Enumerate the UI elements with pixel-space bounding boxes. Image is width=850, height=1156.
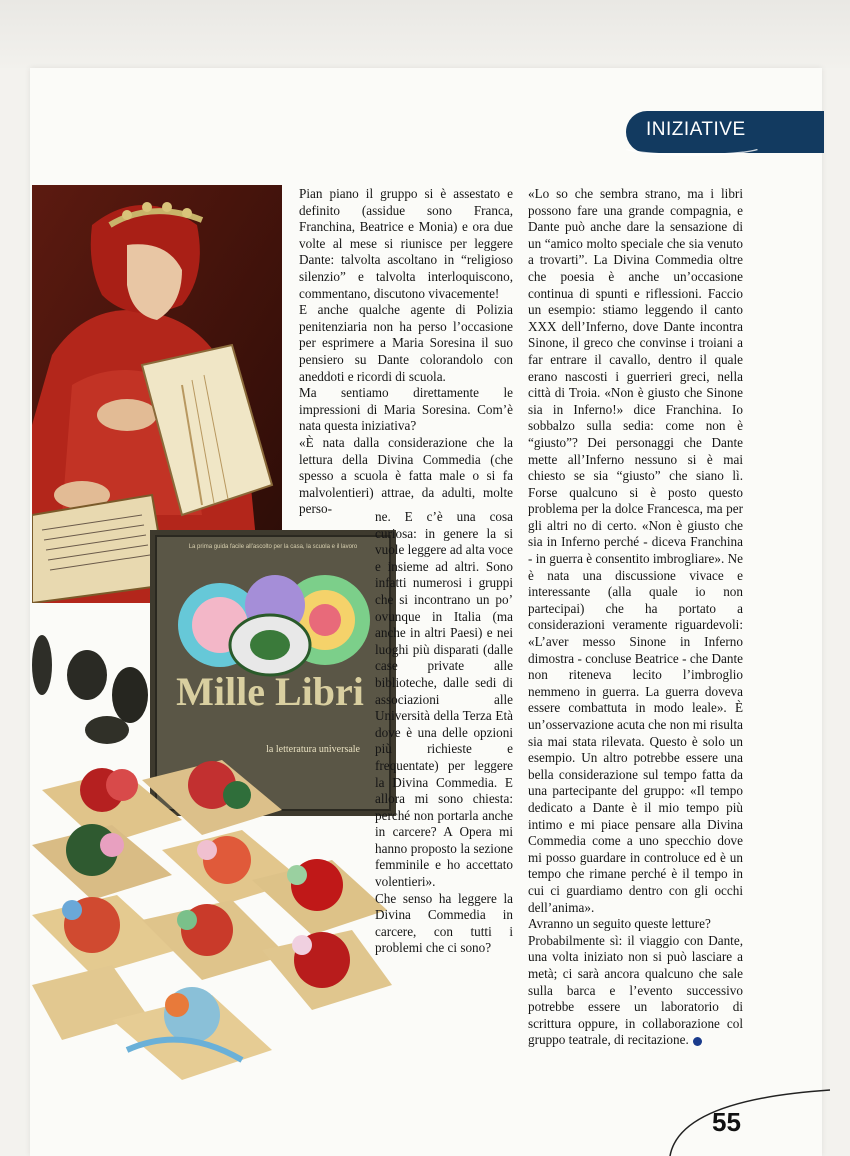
col1b-para-2: Che senso ha leggere la Divina Commedia in carcere, con tutti i problemi che ci sono? (375, 890, 513, 956)
section-label: INIZIATIVE (646, 119, 746, 140)
article-column-1-narrow (375, 509, 513, 957)
article-column-2 (528, 186, 743, 1049)
decor-stones (32, 620, 152, 750)
col1-para-1: Pian piano il gruppo si è assestato e definito (assidue sono Franca, Franchina, Beatrice e Monia) e ora due volte al mese si riunisce per leggere Dante: talvolta ascoltano in “religioso silenzio” e talvolta interloquiscono, commentano, discutono vivacemente! (299, 186, 513, 301)
page-number: 55 (712, 1107, 741, 1137)
col2-para-3 (528, 933, 743, 1049)
col1-para-4: «È nata dalla considerazione che la lettura della Divina Commedia (che spesso a scuola è fatta male o si fa malvolentieri) attrae, da adulti, molte perso- (299, 434, 513, 517)
footer-swoosh (660, 1080, 840, 1156)
col1-para-3: Ma sentiamo direttamente le impressioni di Maria Soresina. Com’è nata questa iniziativa? (299, 385, 513, 434)
book-subtitle: la letteratura universale (266, 744, 360, 755)
col1-para-2: E anche qualche agente di Polizia penitenziaria non ha perso l’occasione per esprimere a Maria Soresina il suo pensiero su Dante colorandolo con aneddoti e ricordi di scuola. (299, 302, 513, 384)
col2-para-1: «Lo so che sembra strano, ma i libri possono fare una grande compagnia, e Dante può anche dare la sensazione di un “amico molto speciale che sia venuto a trovarti”. La Divina Commedia oltre che poesia è anche un’occasione continua di spunti e riflessioni. Faccio un esempio: stiamo leggendo il canto XXX dell’Inferno, dove Dante incontra Sinone, il greco che convinse i troiani a far entrare il cavallo, dentro il quale erano nascosti i guerrieri greci, nella città di Troia. «Non è giusto che Sinone sia in Inferno!» dice Franchina. Io sobbalzo sulla sedia: come non è “giusto”? Dei personaggi che Dante mette all’Inferno nessuno si è mai chiesto se sia “giusto” che siano lì. Forse qualcuno si è posto questo problema per la dolce Francesca, ma per gli altri no di certo. «Non è giusto che sia in Inferno perché - diceva Franchina - in guerra è consentito imbrogliare». Ne è nata una discussione vivace e interessante (alla quale io non partecipai) che ha portato a considerazioni veramente riguardevoli: «L’aver messo Sinone in Inferno dimostra - concluse Beatrice - che Dante non riteneva lecito l’imbroglio nemmeno in guerra. La guerra doveva essere combattuta in modo leale». È un’osservazione acuta che non mi risulta sia mai stata rilevata. Questo è solo un esempio. Un altro potrebbe essere una bella considerazione sul tempo fatta da una partecipante del gruppo: «Il tempo dedicato a Dante è il mio tempo più intimo e mi piace pensare alla Divina Commedia come a uno specchio dove mi posso guardare in controluce ed è un tempo che rimane perché è il tempo in cui ci guardiamo dentro con gli occhi dell’anima». (528, 186, 743, 915)
flower-boxes (32, 750, 392, 1105)
book-title: Mille Libri (176, 669, 364, 714)
end-of-article-icon (693, 1037, 702, 1046)
book-topline: La prima guida facile all'ascolto per la casa, la scuola e il lavoro (188, 544, 358, 550)
col1b-para-1: ne. E c’è una cosa curiosa: in genere la si vuole leggere ad alta voce e insieme ad altri. Sono infatti numerosi i gruppi che si incontrano un po’ ovunque in Italia (ma anche in altri Paesi) e nei luoghi più disparati (dalle case private alle biblioteche, dalle sedi di associazioni alle Università della Terza Età dove è una delle opzioni più richieste e frequentate) per leggere la Divina Commedia. E allora mi sono chiesta: perché non portarla anche in carcere? A Opera mi hanno proposto la sezione femminile e ho accettato volentieri». (375, 509, 513, 890)
article-column-1 (299, 186, 513, 518)
col2-para-2: Avranno un seguito queste letture? (528, 916, 711, 932)
scan-top-margin (0, 0, 850, 68)
col2-para-3-text: Probabilmente sì: il viaggio con Dante, una volta iniziato non si può lasciare a metà; ci sarà ancora qualcuno che sale sulla barca e l’evento successivo potrebbe essere un laboratorio di scrittura oppure, in collaborazione col gruppo teatrale, di recitazione. (528, 932, 743, 1048)
